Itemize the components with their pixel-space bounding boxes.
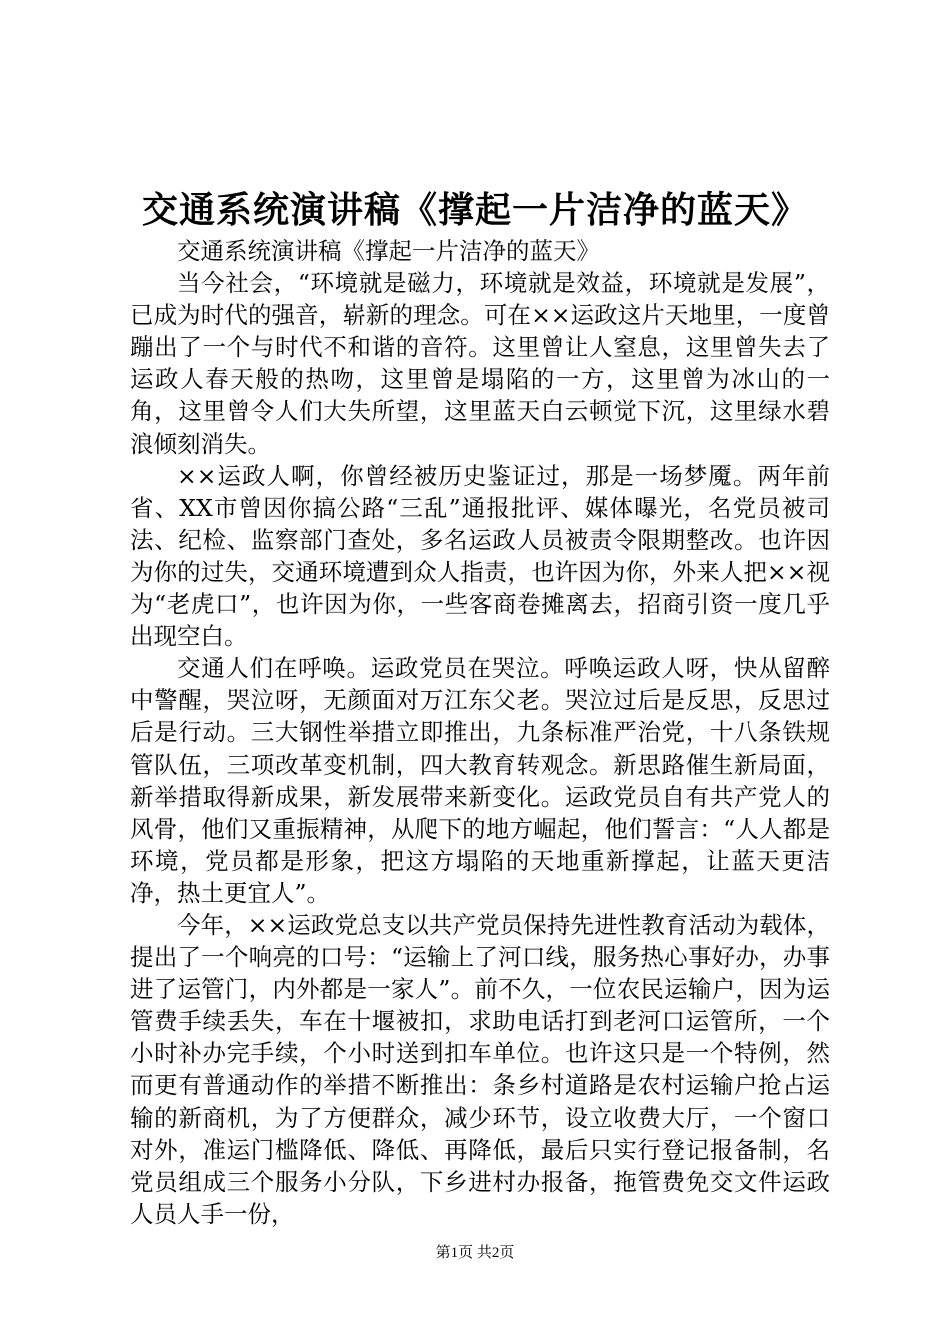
document-body	[130, 235, 830, 1230]
page-footer: 第1页 共2页	[435, 1245, 515, 1261]
paragraph: ××运政人啊，你曾经被历史鉴证过，那是一场梦魇。两年前省、XX市曾因你搞公路“三乱”通报批评、媒体曝光，名党员被司法、纪检、监察部门查处，多名运政人员被责令限期整改。也许因为你的过失，交通环境遭到众人指责，也许因为你，外来人把××视为“老虎口”，也许因为你，一些客商卷摊离去，招商引资一度几乎出现空白。	[130, 461, 830, 651]
paragraph: 交通人们在呼唤。运政党员在哭泣。呼唤运政人呀，快从留醉中警醒，哭泣呀，无颜面对万江东父老。哭泣过后是反思，反思过后是行动。三大钢性举措立即推出，九条标准严治党，十八条铁规管队伍，三项改革变机制，四大教育转观念。新思路催生新局面，新举措取得新成果，新发展带来新变化。运政党员自有共产党人的风骨，他们又重振精神，从爬下的地方崛起，他们誓言：“人人都是环境，党员都是形象，把这方塌陷的天地重新撑起，让蓝天更洁净，热土更宜人”。	[130, 654, 830, 907]
paragraph: 当今社会，“环境就是磁力，环境就是效益，环境就是发展”，已成为时代的强音，崭新的理念。可在××运政这片天地里，一度曾蹦出了一个与时代不和谐的音符。这里曾让人窒息，这里曾失去了运政人春天般的热吻，这里曾是塌陷的一方，这里曾为冰山的一角，这里曾令人们大失所望，这里蓝天白云顿觉下沉，这里绿水碧浪倾刻消失。	[130, 269, 830, 458]
paragraph: 今年，××运政党总支以共产党员保持先进性教育活动为载体，提出了一个响亮的口号：“运输上了河口线，服务热心事好办，办事进了运管门，内外都是一家人”。前不久，一位农民运输户，因为运管费手续丢失，车在十堰被扣，求助电话打到老河口运管所，一个小时补办完手续，个小时送到扣车单位。也许这只是一个特例，然而更有普通动作的举措不断推出：条乡村道路是农村运输户抢占运输的新商机，为了方便群众，减少环节，设立收费大厅，一个窗口对外，准运门槛降低、降低、再降低，最后只实行登记报备制，名党员组成三个服务小分队，下乡进村办报备，拖管费免交文件运政人员人手一份，	[130, 910, 830, 1228]
paragraph-subtitle: 交通系统演讲稿《撑起一片洁净的蓝天》	[177, 237, 600, 265]
document-title: 交通系统演讲稿《撑起一片洁净的蓝天》	[141, 189, 808, 231]
